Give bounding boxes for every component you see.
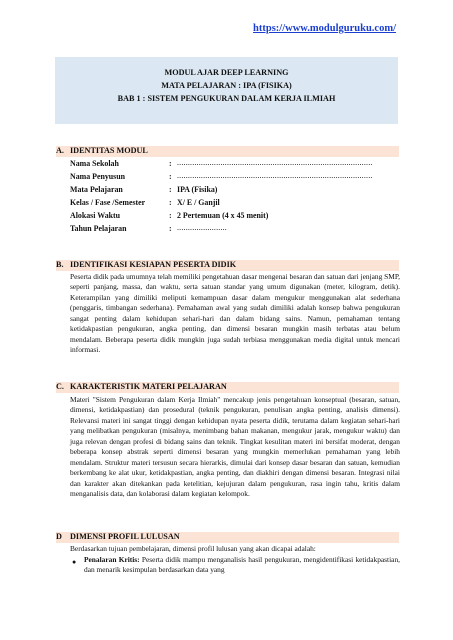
section-b-body: Peserta didik pada umumnya telah memiliki pengetahuan dasar mengenai besaran dan satuan dari jenjang SMP, seperti panjang, massa, dan waktu, serta satuan standar yang umum digunakan (meter, kilogram, detik). Keterampilan yang dimiliki meliputi kemampuan dasar dalam mengukur menggunakan alat sederhana (penggaris, timbangan sederhana). Pemahaman awal yang sudah dimiliki adalah konsep bahwa pengukuran sangat penting dalam kehidupan sehari-hari dan dalam bidang sains. Namun, pemahaman tentang ketidakpastian pengukuran, angka penting, dan dimensi besaran mungkin masih terbatas atau belum mendalam. Beberapa peserta didik mungkin juga sudah terbiasa menggunakan media digital untuk mencari informasi. bbox=[70, 272, 400, 355]
section-d-header bbox=[56, 532, 399, 543]
section-a-header bbox=[56, 146, 399, 157]
subject-title: MATA PELAJARAN : IPA (FISIKA) bbox=[161, 81, 292, 90]
identity-value: ....................... bbox=[177, 223, 227, 232]
chapter-title: BAB 1 : SISTEM PENGUKURAN DALAM KERJA ILMIAH bbox=[117, 94, 336, 103]
identity-key: Mata Pelajaran bbox=[70, 185, 123, 194]
section-b-title: IDENTIFIKASI KESIAPAN PESERTA DIDIK bbox=[70, 260, 237, 269]
identity-value: IPA (Fisika) bbox=[177, 185, 218, 194]
identity-key: Kelas / Fase /Semester bbox=[70, 198, 146, 207]
identity-colon: : bbox=[169, 198, 172, 207]
bullet-item-title: Penalaran Kritis: bbox=[84, 555, 140, 564]
section-d-letter: D bbox=[56, 532, 62, 541]
section-b-letter: B. bbox=[56, 260, 64, 269]
identity-value: X/ E / Ganjil bbox=[177, 198, 220, 207]
bullet-item-body: Peserta didik mampu menganalisis hasil pengukuran, mengidentifikasi ketidakpastian, dan menarik kesimpulan berdasarkan data yang bbox=[84, 555, 400, 575]
identity-row-school bbox=[70, 159, 400, 170]
identity-colon: : bbox=[169, 185, 172, 194]
identity-row-author bbox=[70, 172, 400, 183]
section-a-letter: A. bbox=[56, 146, 64, 155]
identity-key: Nama Penyusun bbox=[70, 172, 126, 181]
website-url-link[interactable]: https://www.modulguruku.com/ bbox=[253, 23, 396, 34]
module-title-box bbox=[55, 57, 398, 124]
identity-colon: : bbox=[169, 211, 172, 220]
identity-value: .......................................................................................... bbox=[177, 171, 373, 180]
section-c-title: KARAKTERISTIK MATERI PELAJARAN bbox=[70, 382, 227, 391]
identity-row-year bbox=[70, 224, 400, 235]
identity-key: Nama Sekolah bbox=[70, 159, 119, 168]
section-c-body: Materi "Sistem Pengukuran dalam Kerja Ilmiah" mencakup jenis pengetahuan konseptual (besaran, satuan, dimensi, ketidakpastian) dan prosedural (teknik pengukuran, penulisan angka penting, analisis dimensi). Relevansi materi ini sangat tinggi dengan kehidupan nyata peserta didik, terutama dalam kegiatan sehari-hari yang melibatkan pengukuran (misalnya, menimbang bahan makanan, mengukur jarak, mengukur waktu) dan juga relevan dengan profesi di bidang sains dan teknik. Tingkat kesulitan materi ini bersifat moderat, dengan beberapa konsep abstrak seperti dimensi besaran yang mungkin memerlukan pemahaman yang lebih mendalam. Struktur materi tersusun secara hierarkis, dimulai dari konsep dasar besaran dan satuan, kemudian berkembang ke alat ukur, ketidakpastian, angka penting, dan diakhiri dengan dimensi besaran. Integrasi nilai dan karakter akan ditekankan pada ketelitian, kejujuran dalam pengukuran, rasa ingin tahu, kritis dalam menganalisis data, dan kolaborasi dalam kegiatan kelompok. bbox=[70, 395, 400, 499]
identity-colon: : bbox=[169, 172, 172, 181]
section-a-title: IDENTITAS MODUL bbox=[70, 146, 148, 155]
identity-key: Tahun Pelajaran bbox=[70, 224, 127, 233]
identity-value: 2 Pertemuan (4 x 45 menit) bbox=[177, 211, 269, 220]
module-title: MODUL AJAR DEEP LEARNING bbox=[164, 68, 289, 77]
identity-key: Alokasi Waktu bbox=[70, 211, 121, 220]
section-d-title: DIMENSI PROFIL LULUSAN bbox=[70, 532, 180, 541]
identity-value: .......................................................................................... bbox=[177, 158, 373, 167]
bullet-icon: ● bbox=[72, 558, 77, 566]
section-c-letter: C. bbox=[56, 382, 64, 391]
identity-colon: : bbox=[169, 224, 172, 233]
section-b-header bbox=[56, 260, 399, 271]
identity-row-class bbox=[70, 198, 400, 209]
identity-row-time bbox=[70, 211, 400, 222]
identity-row-subject bbox=[70, 185, 400, 196]
identity-colon: : bbox=[169, 159, 172, 168]
section-c-header bbox=[56, 382, 399, 393]
section-d-intro: Berdasarkan tujuan pembelajaran, dimensi profil lulusan yang akan dicapai adalah: bbox=[70, 544, 316, 553]
bullet-item-critical-reasoning bbox=[84, 555, 400, 576]
